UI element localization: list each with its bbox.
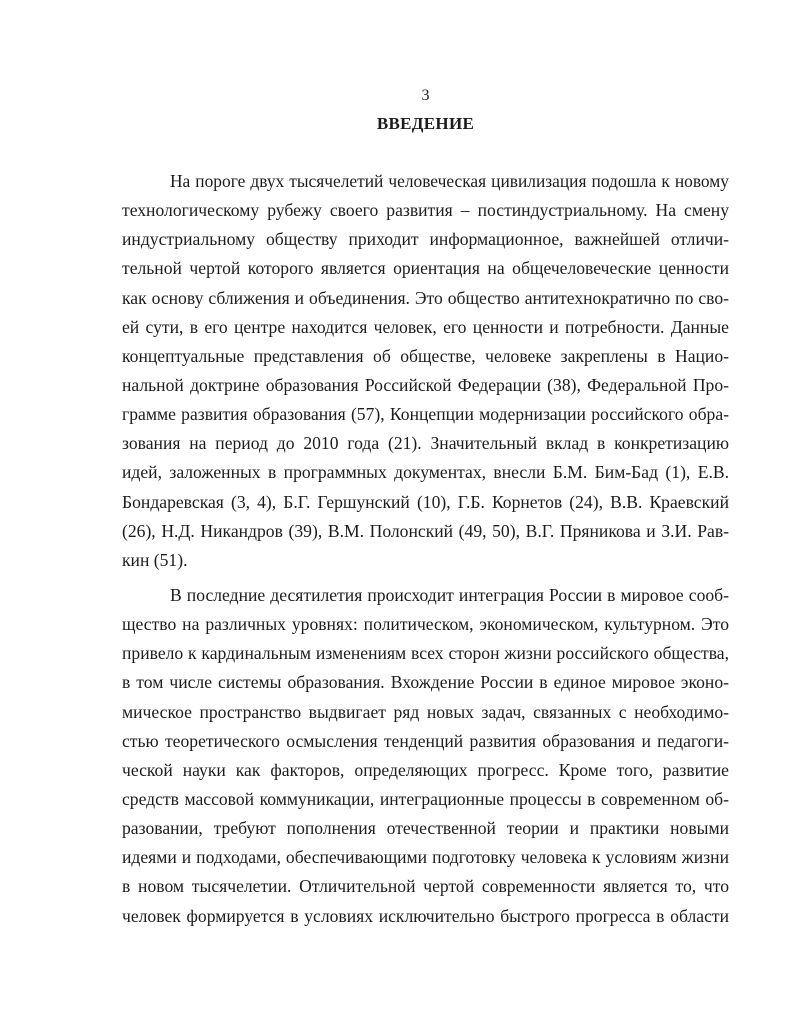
text-line: в новом тысячелетии. Отличительной чертой современности является то, что [122,876,729,897]
text-line: На пороге двух тысячелетий человеческая цивилизация подошла к новому [170,171,729,191]
paragraph-2 [122,581,729,931]
text-line: кин (51). [122,549,188,570]
text-line: ей сути, в его центре находится человек, его ценности и потребности. Данные [122,316,729,337]
text-line: средств массовой коммуникации, интеграционные процессы в современном об- [122,788,729,809]
text-line: идей, заложенных в программных документах, внесли Б.М. Бим-Бад (1), Е.В. [122,462,729,483]
text-line: в том числе системы образования. Вхождение России в единое мировое эконо- [122,672,729,693]
text-line: зования на период до 2010 года (21). Значительный вклад в конкретизацию [122,433,729,454]
text-line: стью теоретического осмысления тенденций развития образования и педагоги- [122,730,729,751]
text-line: нальной доктрине образования Российской Федерации (38), Федеральной Про- [122,374,729,395]
text-line: (26), Н.Д. Никандров (39), В.М. Полонский (49, 50), В.Г. Пряникова и З.И. Рав- [122,520,729,541]
section-heading: ВВЕДЕНИЕ [376,114,475,133]
text-line: технологическому рубежу своего развития – постиндустриальному. На смену [122,200,729,221]
text-line: Бондаревская (3, 4), Б.Г. Гершунский (10), Г.Б. Корнетов (24), В.В. Краевский [122,491,729,512]
text-line: разовании, требуют пополнения отечественной теории и практики новыми [122,818,729,839]
text-line: ческой науки как факторов, определяющих прогресс. Кроме того, развитие [122,759,729,780]
text-line: человек формируется в условиях исключительно быстрого прогресса в области [122,905,729,926]
text-line: щество на различных уровнях: политическом, экономическом, культурном. Это [122,614,729,635]
text-line: идеями и подходами, обеспечивающими подготовку человека к условиям жизни [122,847,729,868]
text-line: мическое пространство выдвигает ряд новых задач, связанных с необходимо- [122,701,729,722]
text-line: грамме развития образования (57), Концепции модернизации российского обра- [122,404,729,425]
text-line: привело к кардинальным изменениям всех сторон жизни российского общества, [122,643,729,664]
text-line: тельной чертой которого является ориентация на общечеловеческие ценности [122,258,729,279]
text-line: как основу сближения и объединения. Это общество антитехнократично по сво- [122,287,729,308]
text-line: В последние десятилетия происходит интеграция России в мировое сооб- [170,585,729,605]
text-line: индустриальному обществу приходит информационное, важнейшей отличи- [122,229,729,250]
text-line: концептуальные представления об обществе, человеке закреплены в Нацио- [122,345,729,366]
paragraph-1 [122,167,729,575]
page-number: 3 [421,87,430,104]
